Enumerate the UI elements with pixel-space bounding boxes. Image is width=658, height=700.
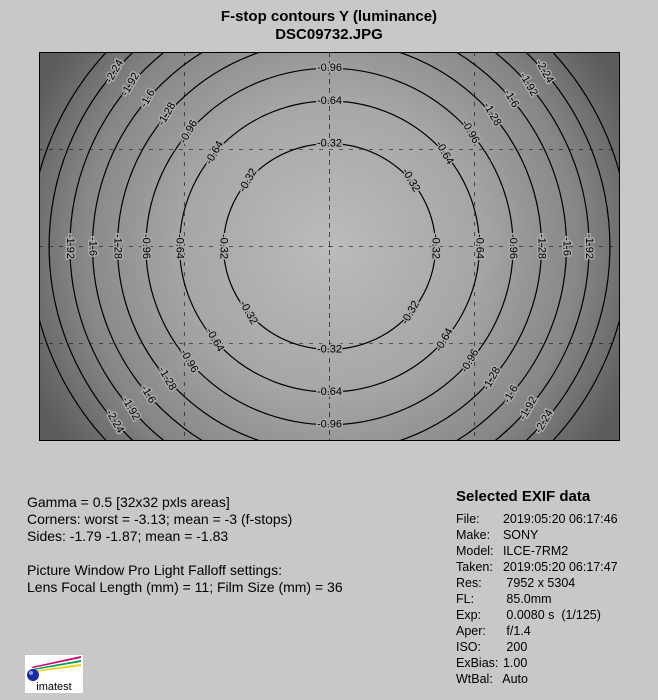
exif-value: 7952 x 5304 — [496, 576, 576, 590]
exif-value: 200 — [496, 640, 528, 654]
exif-title: Selected EXIF data — [456, 488, 591, 505]
contour-label: -0.96 — [139, 233, 152, 260]
exif-row — [456, 527, 618, 543]
contour-plot — [39, 52, 620, 441]
exif-row — [456, 607, 618, 623]
exif-value: Auto — [496, 672, 528, 686]
sides-text: Sides: -1.79 -1.87; mean = -1.83 — [27, 528, 229, 544]
exif-row — [456, 543, 618, 559]
exif-label: Make: — [456, 528, 491, 542]
exif-label: File: — [456, 512, 480, 526]
contour-label: -1.92 — [516, 394, 540, 423]
contour-label: -0.32 — [236, 298, 260, 327]
contour-label: -0.64 — [173, 233, 186, 260]
exif-label: Model: — [456, 544, 494, 558]
contour-label: -1.6 — [138, 383, 158, 406]
contour-label: -0.64 — [203, 138, 227, 167]
contour-label: -0.96 — [177, 347, 201, 375]
contour-label: -1.28 — [480, 100, 504, 129]
exif-value: SONY — [496, 528, 539, 542]
contour-label: -1.92 — [119, 70, 142, 99]
contour-label: -1.92 — [517, 70, 540, 99]
contour-label: -2.24 — [103, 57, 127, 86]
exif-value: 1.00 — [496, 656, 528, 670]
exif-value: 0.0080 s (1/125) — [496, 608, 601, 622]
contour-label: -2.24 — [532, 57, 556, 86]
contour-label: -0.32 — [236, 166, 260, 195]
exif-value: 85.0mm — [496, 592, 552, 606]
exif-value: 2019:05:20 06:17:47 — [496, 560, 618, 574]
exif-row — [456, 639, 618, 655]
exif-label: FL: — [456, 592, 475, 606]
chart-subtitle: DSC09732.JPG — [275, 26, 383, 43]
contour-label: -1.6 — [501, 383, 521, 406]
contour-label: -2.24 — [532, 407, 556, 436]
contour-label: -1.6 — [86, 237, 99, 256]
corners-text: Corners: worst = -3.13; mean = -3 (f-stops) — [27, 511, 293, 527]
contour-label: -0.64 — [316, 94, 343, 107]
contour-label: -1.92 — [583, 233, 596, 260]
contour-label: -1.6 — [501, 87, 522, 110]
contour-label: -0.96 — [177, 117, 201, 146]
contour-label: -1.28 — [535, 233, 548, 260]
exif-label: Res: — [456, 576, 482, 590]
contour-label: -0.32 — [316, 343, 343, 356]
contour-label: -0.64 — [432, 326, 456, 354]
pw-settings-text: Lens Focal Length (mm) = 11; Film Size (mm) = 36 — [27, 579, 343, 595]
contour-label: -1.92 — [119, 394, 143, 423]
contour-label: -0.64 — [473, 233, 486, 260]
contour-label: -0.64 — [316, 385, 343, 398]
exif-row — [456, 655, 618, 671]
stats-panel — [27, 494, 343, 596]
chart-title: F-stop contours Y (luminance) — [220, 8, 438, 25]
contour-label: -1.92 — [63, 233, 76, 260]
exif-label: ISO: — [456, 640, 482, 654]
contour-label: -0.32 — [399, 166, 423, 195]
center-point — [329, 246, 331, 248]
contour-label: -1.6 — [137, 87, 158, 110]
contour-label: -2.24 — [103, 407, 127, 436]
contour-label: -0.32 — [316, 137, 343, 150]
exif-label: Taken: — [456, 560, 493, 574]
contour-label: -0.96 — [316, 418, 343, 431]
contour-label: -1.28 — [155, 364, 179, 393]
exif-label: Exp: — [456, 608, 482, 622]
contour-label: -0.96 — [316, 62, 343, 75]
exif-value: ILCE-7RM2 — [496, 544, 569, 558]
exif-panel — [456, 489, 618, 687]
exif-row — [456, 511, 618, 527]
exif-label: WtBal: — [456, 672, 493, 686]
exif-label: ExBias: — [456, 656, 499, 670]
contour-label: -0.96 — [458, 347, 482, 375]
contour-label: -1.28 — [111, 233, 124, 260]
exif-value: f/1.4 — [496, 624, 531, 638]
contour-label: -0.96 — [458, 117, 482, 146]
exif-row — [456, 559, 618, 575]
contour-label: -0.32 — [399, 298, 423, 327]
contour-label: -1.6 — [560, 237, 573, 256]
contour-label: -1.28 — [155, 100, 179, 129]
exif-value: 2019:05:20 06:17:46 — [496, 512, 618, 526]
contour-label: -0.64 — [203, 326, 227, 354]
exif-row — [456, 623, 618, 639]
pw-settings-title: Picture Window Pro Light Falloff settings: — [27, 562, 282, 578]
exif-row — [456, 575, 618, 591]
contour-label: -0.32 — [429, 233, 442, 260]
contour-label: -0.64 — [432, 138, 456, 167]
exif-row — [456, 671, 618, 687]
exif-label: Aper: — [456, 624, 486, 638]
contour-label: -1.28 — [480, 364, 504, 393]
contour-label: -0.96 — [507, 233, 520, 260]
contour-label: -0.32 — [217, 233, 230, 260]
svg-text:imatest: imatest — [36, 681, 72, 693]
imatest-logo — [25, 655, 83, 693]
exif-row — [456, 591, 618, 607]
gamma-text: Gamma = 0.5 [32x32 pxls areas] — [27, 494, 230, 510]
